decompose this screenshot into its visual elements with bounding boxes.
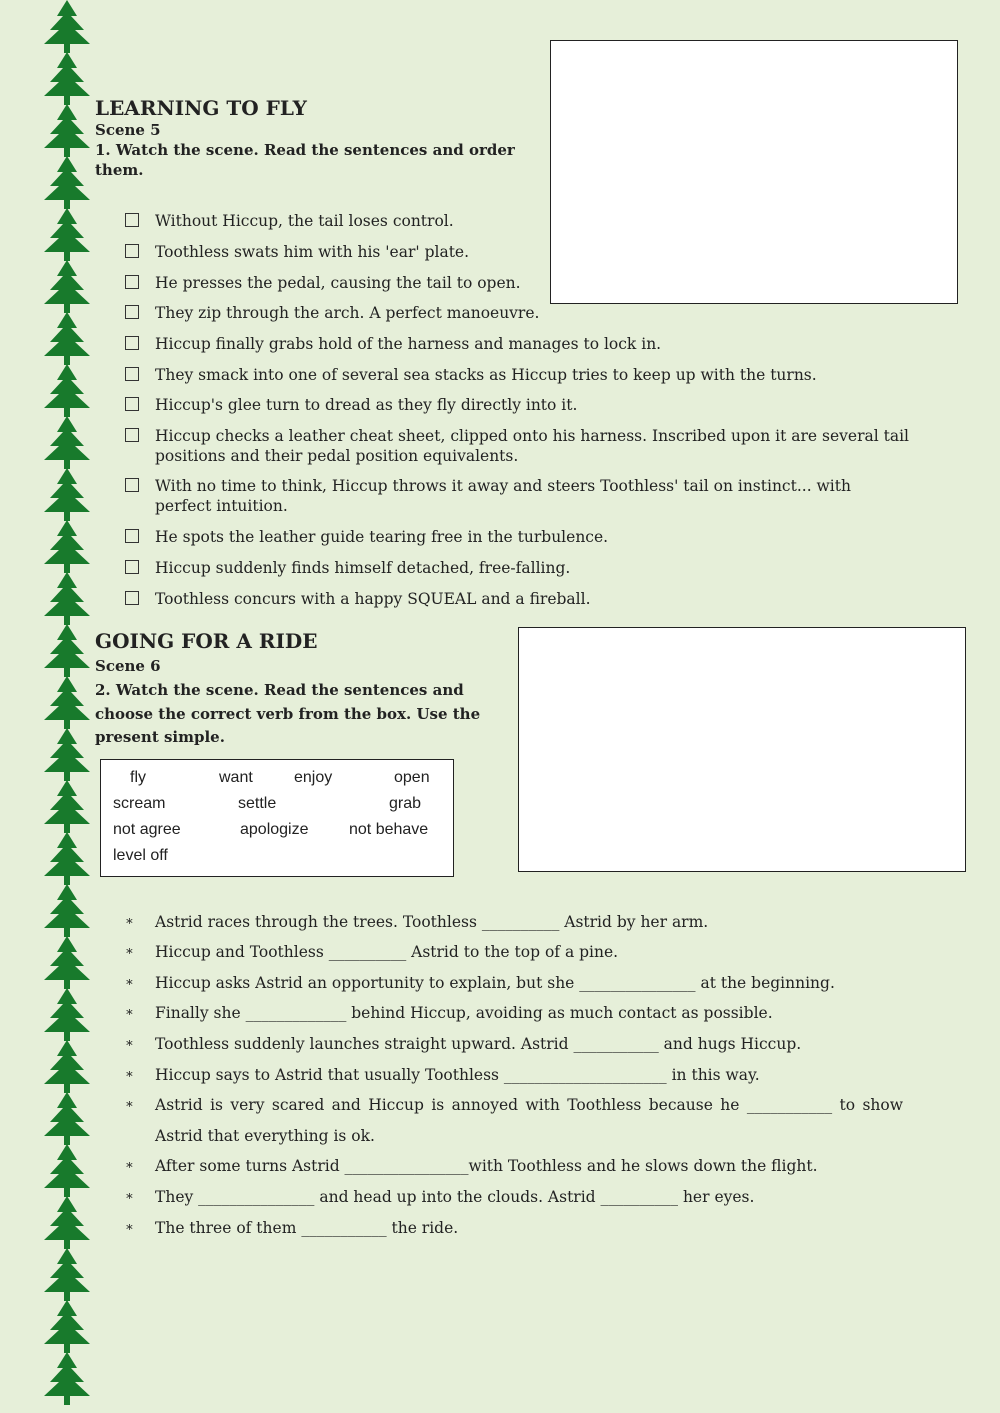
asterisk-bullet-icon: ∗ — [125, 1036, 134, 1051]
gap-item-continuation: Astrid that everything is ok. — [155, 1127, 375, 1145]
asterisk-bullet-icon: ∗ — [125, 1067, 134, 1082]
asterisk-bullet-icon: ∗ — [125, 1158, 134, 1173]
verb-option: fly — [130, 769, 146, 786]
order-item: He spots the leather guide tearing free in the turbulence. — [125, 527, 915, 547]
order-item: He presses the pedal, causing the tail to open. — [125, 273, 915, 293]
order-checkbox[interactable] — [125, 529, 139, 543]
asterisk-bullet-icon: ∗ — [125, 944, 134, 959]
gap-item: ∗ Astrid races through the trees. Toothless __________ Astrid by her arm. — [125, 907, 903, 938]
instruction-text: 1. Watch the scene. Read the sentences and order them. — [95, 141, 515, 179]
order-checkbox[interactable] — [125, 305, 139, 319]
gap-item: ∗ Finally she _____________ behind Hiccup, avoiding as much contact as possible. — [125, 998, 903, 1029]
section-title-going-for-a-ride: GOING FOR A RIDE — [95, 629, 318, 653]
verb-option: not agree — [113, 821, 181, 838]
order-item: Hiccup checks a leather cheat sheet, clipped onto his harness. Inscribed upon it are several tail positions and their pedal position equivalents. — [125, 426, 915, 466]
order-item: With no time to think, Hiccup throws it away and steers Toothless' tail on instinct... with perfect intuition. — [125, 476, 875, 516]
order-item: Toothless swats him with his 'ear' plate. — [125, 242, 915, 262]
gap-item: ∗ Hiccup and Toothless __________ Astrid to the top of a pine. — [125, 937, 903, 968]
gap-item: ∗ After some turns Astrid ________________with Toothless and he slows down the flight. — [125, 1151, 903, 1182]
video-placeholder-scene-5 — [550, 40, 958, 304]
order-checkbox[interactable] — [125, 336, 139, 350]
asterisk-bullet-icon: ∗ — [125, 914, 134, 929]
order-checkbox[interactable] — [125, 560, 139, 574]
verb-option: not behave — [349, 821, 429, 838]
order-checkbox[interactable] — [125, 478, 139, 492]
order-item: Without Hiccup, the tail loses control. — [125, 211, 915, 231]
verb-option: want — [219, 769, 253, 786]
order-item: Hiccup suddenly finds himself detached, free-falling. — [125, 558, 915, 578]
order-item: They zip through the arch. A perfect manoeuvre. — [125, 303, 915, 323]
asterisk-bullet-icon: ∗ — [125, 1220, 134, 1235]
order-item: They smack into one of several sea stacks as Hiccup tries to keep up with the turns. — [125, 365, 915, 385]
gap-item: ∗ The three of them ___________ the ride. — [125, 1213, 903, 1244]
gap-item: ∗ Hiccup asks Astrid an opportunity to explain, but she _______________ at the beginning. — [125, 968, 903, 999]
tree-border — [38, 0, 96, 1413]
section-title-learning-to-fly: LEARNING TO FLY — [95, 96, 307, 120]
verb-box — [100, 759, 454, 877]
order-checkbox[interactable] — [125, 397, 139, 411]
gap-item: ∗ They _______________ and head up into the clouds. Astrid __________ her eyes. — [125, 1182, 903, 1213]
verb-option: apologize — [240, 821, 309, 838]
verb-option: open — [394, 769, 430, 786]
instruction-text: 2. Watch the scene. Read the sentences and choose the correct verb from the box. Use the present simple. — [95, 681, 481, 746]
gap-item: ∗ Toothless suddenly launches straight upward. Astrid ___________ and hugs Hiccup. — [125, 1029, 903, 1060]
gap-item: ∗ Hiccup says to Astrid that usually Toothless _____________________ in this way. — [125, 1060, 903, 1091]
order-checkbox[interactable] — [125, 244, 139, 258]
asterisk-bullet-icon: ∗ — [125, 975, 134, 990]
scene-label: Scene 6 — [95, 657, 161, 675]
order-item: Hiccup finally grabs hold of the harness and manages to lock in. — [125, 334, 915, 354]
verb-option: settle — [238, 795, 277, 812]
verb-option: grab — [389, 795, 422, 812]
order-checkbox[interactable] — [125, 367, 139, 381]
verb-option: enjoy — [294, 769, 333, 786]
order-checkbox[interactable] — [125, 591, 139, 605]
order-checkbox[interactable] — [125, 428, 139, 442]
video-placeholder-scene-6 — [518, 627, 966, 872]
verb-option: level off — [113, 847, 168, 864]
verb-option: scream — [113, 795, 166, 812]
order-item: Toothless concurs with a happy SQUEAL and a fireball. — [125, 589, 915, 609]
asterisk-bullet-icon: ∗ — [125, 1097, 134, 1112]
gap-item: ∗ Astrid is very scared and Hiccup is annoyed with Toothless because he ___________ to show — [125, 1090, 903, 1121]
asterisk-bullet-icon: ∗ — [125, 1189, 134, 1204]
order-checkbox[interactable] — [125, 213, 139, 227]
asterisk-bullet-icon: ∗ — [125, 1005, 134, 1020]
order-item: Hiccup's glee turn to dread as they fly directly into it. — [125, 395, 915, 415]
scene-label: Scene 5 — [95, 121, 161, 139]
order-checkbox[interactable] — [125, 275, 139, 289]
